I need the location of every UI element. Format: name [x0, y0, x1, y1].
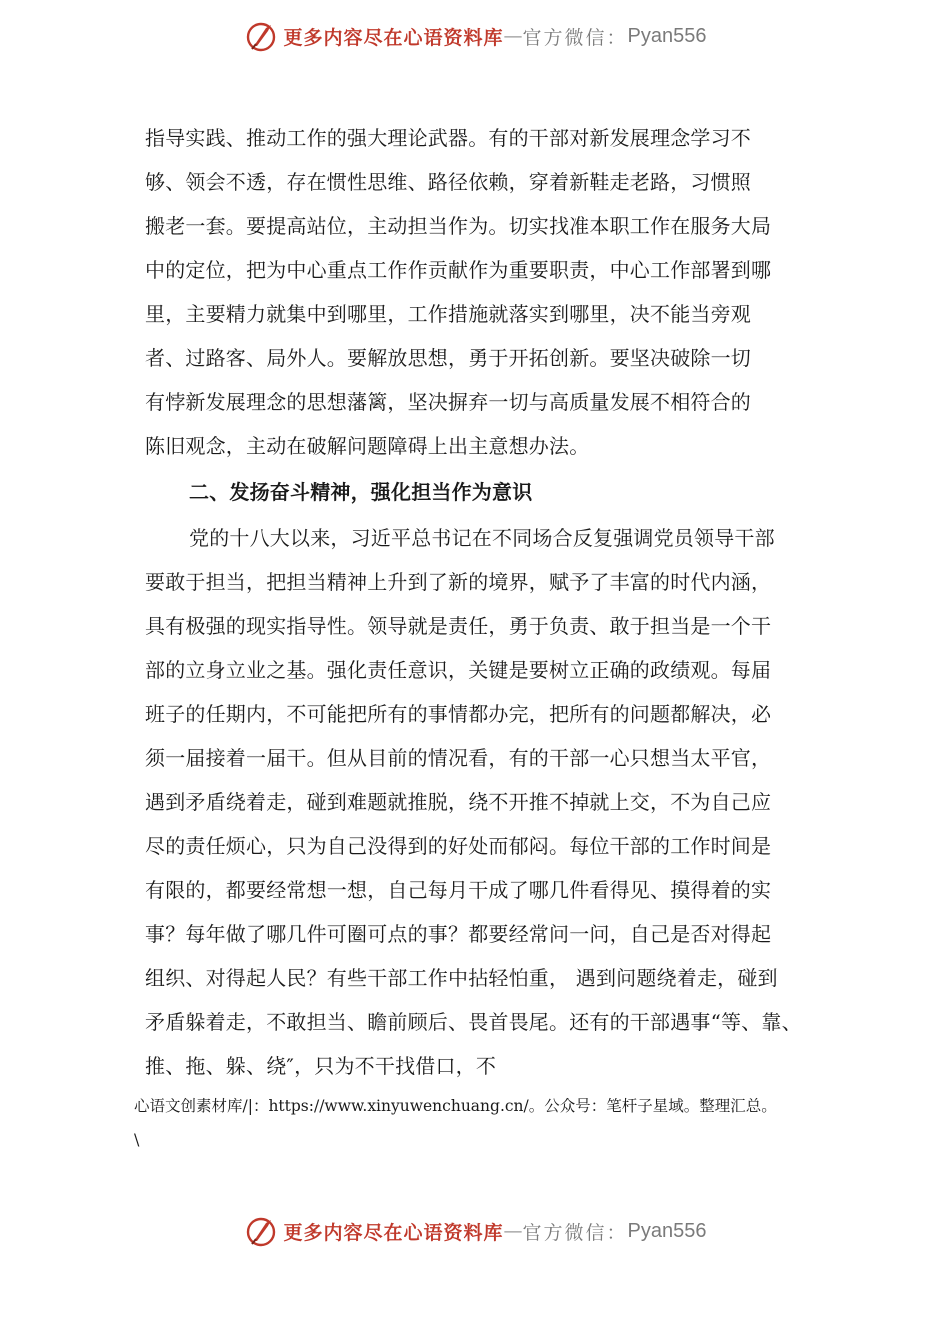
paragraph-line: 里，主要精力就集中到哪里，工作措施就落实到哪里，决不能当旁观 [145, 302, 751, 326]
paragraph-line: 陈旧观念，主动在破解问题障碍上出主意想办法。 [145, 434, 590, 458]
paragraph-line: 有悖新发展理念的思想藩篱，坚决摒弃一切与高质量发展不相符合的 [145, 390, 751, 414]
paragraph-line: 尽的责任烦心，只为自己没得到的好处而郁闷。每位干部的工作时间是 [145, 834, 772, 858]
banner-title: 更多内容尽在心语资料库 [283, 1221, 504, 1244]
paragraph-line: 遇到矛盾绕着走，碰到难题就推脱，绕不开推不掉就上交，不为自己应 [145, 790, 772, 814]
paragraph-line: 有限的，都要经常想一想，自己每月干成了哪几件看得见、摸得着的实 [145, 878, 772, 902]
banner-title: 更多内容尽在心语资料库 [283, 26, 504, 49]
paragraph-line: 者、过路客、局外人。要解放思想，勇于开拓创新。要坚决破除一切 [145, 346, 751, 370]
banner-wechat-id: Pyan556 [627, 1219, 707, 1242]
paragraph-line: 够、领会不透，存在惯性思维、路径依赖，穿着新鞋走老路，习惯照 [145, 170, 751, 194]
paragraph-line: 部的立身立业之基。强化责任意识，关键是要树立正确的政绩观。每届 [145, 658, 772, 682]
paragraph-line: 推、拖、躲、绕″，只为不干找借口，不 [145, 1054, 497, 1078]
banner-wechat-id: Pyan556 [627, 24, 707, 47]
footnote-slash: \ [134, 1130, 140, 1149]
paragraph-line: 矛盾躲着走，不敢担当、瞻前顾后、畏首畏尾。还有的干部遇事“等、靠、 [145, 1010, 802, 1034]
paragraph-line: 具有极强的现实指导性。领导就是责任，勇于负责、敢于担当是一个干 [145, 614, 772, 638]
paragraph-line: 要敢于担当，把担当精神上升到了新的境界，赋予了丰富的时代内涵， [145, 570, 772, 594]
paragraph-line: 班子的任期内，不可能把所有的事情都办完，把所有的问题都解决，必 [145, 702, 772, 726]
paragraph-line: 党的十八大以来，习近平总书记在不同场合反复强调党员领导干部 [189, 526, 775, 550]
banner-separator: — [503, 25, 523, 47]
paragraph-line: 中的定位，把为中心重点工作作贡献作为重要职责，中心工作部署到哪 [145, 258, 772, 282]
paragraph-line: 须一届接着一届干。但从目前的情况看，有的干部一心只想当太平官， [145, 746, 772, 770]
paragraph-line: 指导实践、推动工作的强大理论武器。有的干部对新发展理念学习不 [145, 126, 751, 150]
paragraph-line: 搬老一套。要提高站位，主动担当作为。切实找准本职工作在服务大局 [145, 214, 772, 238]
section-heading: 二、发扬奋斗精神，强化担当作为意识 [189, 480, 533, 504]
source-footnote: 心语文创素材库/|：https://www.xinyuwenchuang.cn/。公众号：笔杆子星域。整理汇总。 [134, 1097, 777, 1115]
banner-separator: — [503, 1220, 523, 1242]
paragraph-line: 事？每年做了哪几件可圈可点的事？都要经常问一问，自己是否对得起 [145, 922, 772, 946]
banner-wechat-label: 官方微信： [522, 1221, 628, 1244]
paragraph-line: 组织、对得起人民？有些干部工作中拈轻怕重， 遇到问题绕着走，碰到 [145, 966, 778, 990]
quill-pen-logo-icon [244, 1214, 278, 1248]
banner-wechat-label: 官方微信： [522, 26, 628, 49]
bottom-banner [0, 1209, 950, 1253]
